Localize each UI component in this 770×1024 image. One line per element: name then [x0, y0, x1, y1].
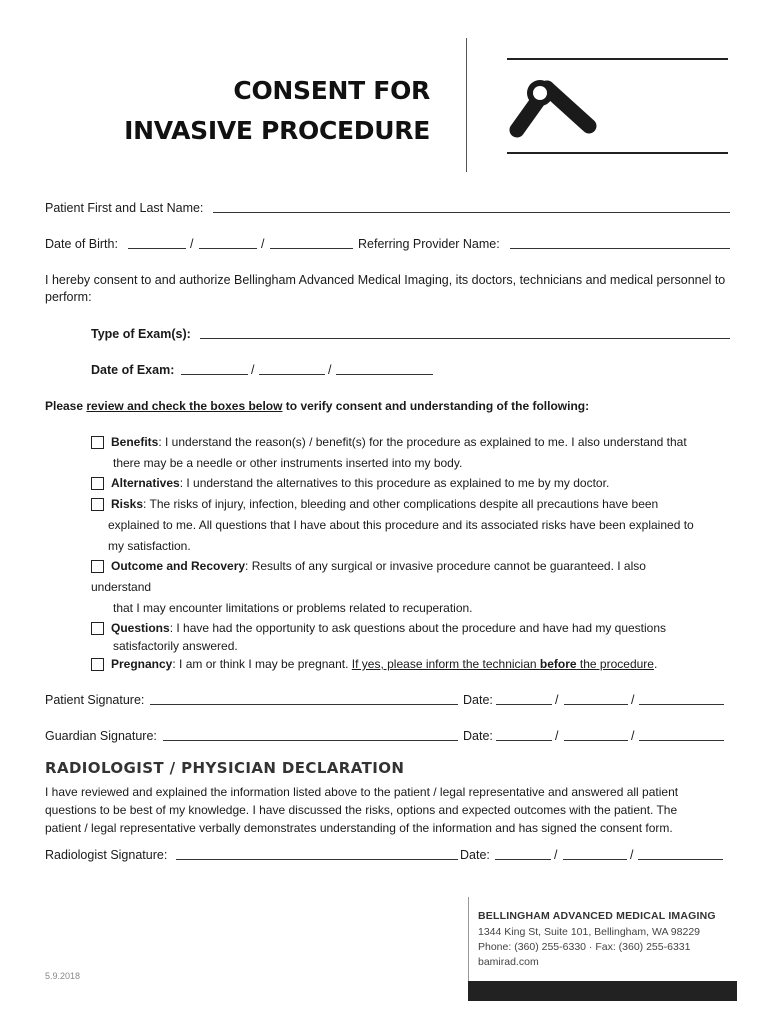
benefits-text: Benefits: I understand the reason(s) / benefit(s) for the procedure as explained to me. I also understand that	[111, 435, 687, 449]
pregnancy-text: Pregnancy: I am or think I may be pregnant. If yes, please inform the technician before the procedure.	[111, 657, 658, 671]
radiologist-date-year-field[interactable]	[638, 846, 723, 860]
dob-label: Date of Birth:	[45, 237, 118, 251]
radiologist-date-label: Date:	[460, 848, 490, 862]
patient-date-label: Date:	[463, 693, 493, 707]
logo-mark-icon	[507, 74, 605, 138]
radiologist-date-slash-2: /	[630, 848, 634, 862]
exam-date-label: Date of Exam:	[91, 363, 175, 377]
exam-type-label: Type of Exam(s):	[91, 327, 191, 341]
declaration-heading: RADIOLOGIST / PHYSICIAN DECLARATION	[45, 759, 405, 777]
patient-date-month-field[interactable]	[496, 691, 552, 705]
guardian-signature-label: Guardian Signature:	[45, 729, 157, 743]
questions-text-cont: satisfactorily answered.	[113, 639, 238, 653]
pregnancy-checkbox[interactable]	[91, 658, 104, 671]
dob-year-field[interactable]	[270, 235, 353, 249]
risks-checkbox[interactable]	[91, 498, 104, 511]
outcome-recovery-text: Outcome and Recovery: Results of any surgical or invasive procedure cannot be guaranteed. I also	[111, 559, 646, 573]
form-title-line1: CONSENT FOR	[233, 76, 430, 105]
declaration-text-3: patient / legal representative verbally demonstrates understanding of the information and has signed the consent form.	[45, 821, 673, 835]
guardian-date-slash-2: /	[631, 729, 635, 743]
radiologist-signature-field[interactable]	[176, 846, 458, 860]
patient-date-year-field[interactable]	[639, 691, 724, 705]
logo-rule-top	[507, 58, 728, 60]
form-version-date: 5.9.2018	[45, 971, 81, 981]
radiologist-date-slash-1: /	[554, 848, 558, 862]
patient-date-slash-1: /	[555, 693, 559, 707]
guardian-signature-field[interactable]	[163, 727, 458, 741]
alternatives-checkbox[interactable]	[91, 477, 104, 490]
patient-date-day-field[interactable]	[564, 691, 628, 705]
form-title-line2: INVASIVE PROCEDURE	[124, 116, 430, 145]
risks-text: Risks: The risks of injury, infection, bleeding and other complications despite all precautions have been	[111, 497, 659, 511]
questions-text: Questions: I have had the opportunity to ask questions about the procedure and have had my questions	[111, 621, 667, 635]
footer-dark-bar	[468, 981, 737, 1001]
guardian-date-year-field[interactable]	[639, 727, 724, 741]
guardian-date-slash-1: /	[555, 729, 559, 743]
risks-text-cont-1: explained to me. All questions that I have about this procedure and its associated risks have been explained to	[108, 518, 694, 532]
dob-day-field[interactable]	[199, 235, 257, 249]
outcome-recovery-text-cont-2: that I may encounter limitations or problems related to recuperation.	[113, 601, 473, 615]
outcome-recovery-checkbox[interactable]	[91, 560, 104, 573]
footer-phone-fax: Phone: (360) 255-6330 · Fax: (360) 255-6331	[478, 941, 691, 953]
dob-slash-1: /	[190, 237, 194, 251]
guardian-date-month-field[interactable]	[496, 727, 552, 741]
declaration-text-2: questions to be best of my knowledge. I have discussed the risks, options and expected outcomes with the patient. The	[45, 803, 678, 817]
radiologist-date-day-field[interactable]	[563, 846, 627, 860]
guardian-date-day-field[interactable]	[564, 727, 628, 741]
questions-checkbox[interactable]	[91, 622, 104, 635]
dob-month-field[interactable]	[128, 235, 186, 249]
guardian-date-label: Date:	[463, 729, 493, 743]
exam-date-year-field[interactable]	[336, 361, 433, 375]
header-divider	[466, 38, 467, 172]
patient-signature-label: Patient Signature:	[45, 693, 145, 707]
footer-website: bamirad.com	[478, 956, 539, 968]
patient-date-slash-2: /	[631, 693, 635, 707]
footer-org-name: BELLINGHAM ADVANCED MEDICAL IMAGING	[478, 910, 716, 922]
radiologist-date-month-field[interactable]	[495, 846, 551, 860]
referring-provider-label: Referring Provider Name:	[358, 237, 500, 251]
exam-date-month-field[interactable]	[181, 361, 248, 375]
footer-address: 1344 King St, Suite 101, Bellingham, WA 98229	[478, 926, 701, 938]
referring-provider-field[interactable]	[510, 235, 730, 249]
patient-signature-field[interactable]	[150, 691, 458, 705]
exam-date-day-field[interactable]	[259, 361, 325, 375]
risks-text-cont-2: my satisfaction.	[108, 539, 191, 553]
benefits-text-cont: there may be a needle or other instruments inserted into my body.	[113, 456, 463, 470]
radiologist-signature-label: Radiologist Signature:	[45, 848, 168, 862]
exam-date-slash-2: /	[328, 363, 332, 377]
checklist-instructions: Please review and check the boxes below to verify consent and understanding of the following:	[45, 399, 590, 413]
consent-intro: I hereby consent to and authorize Bellingham Advanced Medical Imaging, its doctors, technicians and medical personnel to perform:	[45, 273, 726, 304]
outcome-recovery-text-cont-1: understand	[91, 580, 152, 594]
exam-date-slash-1: /	[251, 363, 255, 377]
alternatives-text: Alternatives: I understand the alternatives to this procedure as explained to me by my doctor.	[111, 476, 610, 490]
benefits-checkbox[interactable]	[91, 436, 104, 449]
patient-name-field[interactable]	[213, 199, 730, 213]
patient-name-label: Patient First and Last Name:	[45, 201, 204, 215]
exam-type-field[interactable]	[200, 325, 730, 339]
logo-rule-bottom	[507, 152, 728, 154]
declaration-text-1: I have reviewed and explained the information listed above to the patient / legal representative and answered all patient	[45, 785, 679, 799]
dob-slash-2: /	[261, 237, 265, 251]
